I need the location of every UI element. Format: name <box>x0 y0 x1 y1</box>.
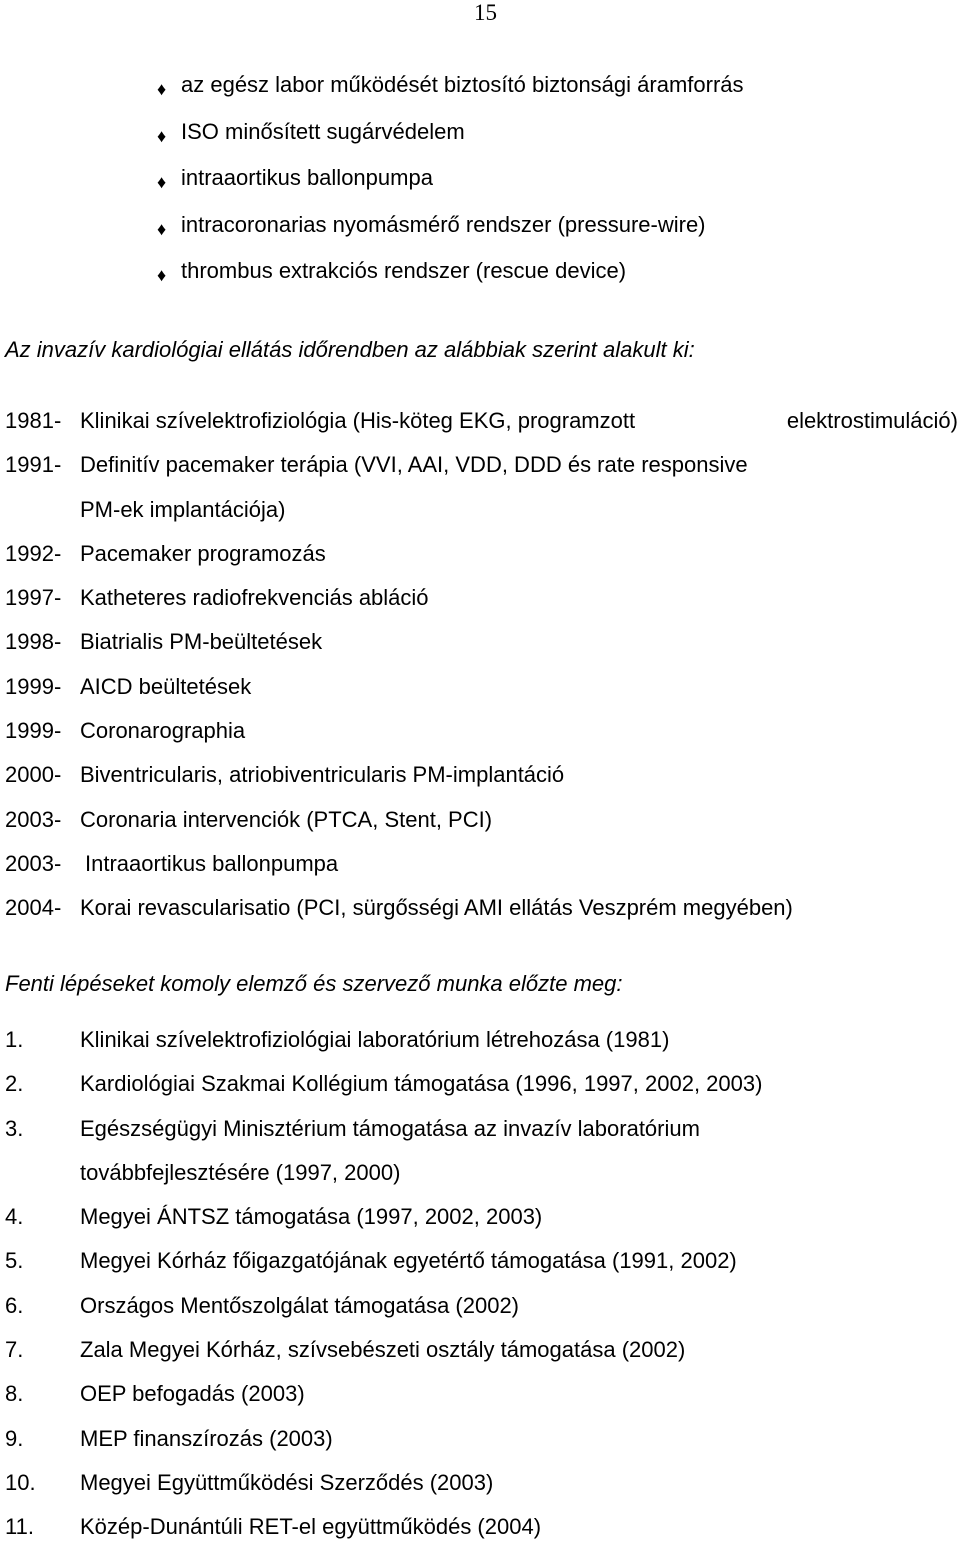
diamond-bullet-icon: ♦ <box>157 79 167 99</box>
numbered-item <box>0 1379 960 1423</box>
diamond-bullet-icon: ♦ <box>157 218 167 239</box>
numbered-item <box>0 1202 960 1246</box>
numbered-item <box>0 1335 960 1379</box>
bullet-text: az egész labor működését biztosító biztonsági áramforrás <box>181 72 744 97</box>
numbered-item <box>0 1069 960 1113</box>
preparation-heading: Fenti lépéseket komoly elemző és szervező munka előzte meg: <box>5 971 623 996</box>
diamond-bullet-icon: ♦ <box>157 265 167 285</box>
item-number: 5. <box>5 1248 24 1274</box>
timeline-heading: Az invazív kardiológiai ellátás időrendben az alábbiak szerint alakult ki: <box>5 337 695 362</box>
numbered-item <box>0 1025 960 1069</box>
item-number: 1. <box>5 1027 24 1052</box>
numbered-item <box>0 1424 960 1468</box>
item-text: Egészségügyi Minisztérium támogatása az invazív laboratórium <box>80 1115 700 1141</box>
item-number: 3. <box>5 1115 24 1141</box>
item-number: 8. <box>5 1381 24 1407</box>
item-number: 9. <box>5 1425 24 1451</box>
item-number: 4. <box>5 1204 24 1230</box>
item-text: Megyei ÁNTSZ támogatása (1997, 2002, 2003) <box>80 1204 543 1230</box>
numbered-item <box>0 1246 960 1290</box>
timeline-year: 1997- <box>5 585 62 611</box>
item-number: 2. <box>5 1071 24 1097</box>
timeline-row <box>0 672 960 716</box>
item-number: 6. <box>5 1292 24 1318</box>
bullet-text: intracoronarias nyomásmérő rendszer (pressure-wire) <box>181 211 706 237</box>
numbered-item <box>0 1158 960 1202</box>
numbered-item <box>0 1291 960 1335</box>
timeline-text: Intraaortikus ballonpumpa <box>85 850 339 876</box>
timeline-text: Biatrialis PM-beültetések <box>80 629 323 655</box>
item-text: MEP finanszírozás (2003) <box>80 1425 333 1451</box>
timeline-text: Klinikai szívelektrofiziológia (His-köteg EKG, programzott <box>80 408 636 433</box>
timeline-text-continued: elektrostimuláció) <box>786 408 958 433</box>
timeline-row <box>0 627 960 671</box>
bullet-text: thrombus extrakciós rendszer (rescue device) <box>181 258 627 283</box>
diamond-bullet-icon: ♦ <box>157 172 167 192</box>
timeline-row <box>0 805 960 849</box>
timeline-row <box>0 495 960 539</box>
timeline-row <box>0 583 960 627</box>
item-text: Közép-Dunántúli RET-el együttműködés (2004) <box>80 1514 542 1540</box>
timeline-year: 1998- <box>5 629 62 655</box>
item-number: 11. <box>5 1514 34 1540</box>
item-text: Kardiológiai Szakmai Kollégium támogatása (1996, 1997, 2002, 2003) <box>80 1071 763 1097</box>
page-number: 15 <box>474 0 497 25</box>
numbered-item <box>0 1114 960 1158</box>
timeline-text: Pacemaker programozás <box>80 540 326 566</box>
timeline-year: 2004- <box>5 895 62 921</box>
item-number: 10. <box>5 1469 36 1495</box>
numbered-item <box>0 1512 960 1556</box>
timeline-year: 1991- <box>5 452 62 478</box>
item-text: OEP befogadás (2003) <box>80 1381 305 1407</box>
timeline-row <box>0 716 960 760</box>
timeline-year: 1999- <box>5 673 62 699</box>
timeline-row <box>0 406 960 450</box>
timeline-row <box>0 760 960 804</box>
item-text: Megyei Együttműködési Szerződés (2003) <box>80 1469 494 1495</box>
timeline-year: 2003- <box>5 850 62 876</box>
item-text: továbbfejlesztésére (1997, 2000) <box>80 1159 401 1185</box>
timeline-text: Coronaria intervenciók (PTCA, Stent, PCI) <box>80 806 493 832</box>
bullet-text: ISO minősített sugárvédelem <box>181 118 465 144</box>
timeline-text: Coronarographia <box>80 718 246 744</box>
timeline-list <box>0 406 960 938</box>
timeline-text: Definitív pacemaker terápia (VVI, AAI, VDD, DDD és rate responsive <box>80 452 748 478</box>
numbered-list <box>0 1025 960 1557</box>
timeline-text: PM-ek implantációja) <box>80 496 286 522</box>
bullet-text: intraaortikus ballonpumpa <box>181 165 433 190</box>
item-number: 7. <box>5 1337 24 1363</box>
numbered-item <box>0 1468 960 1512</box>
timeline-year: 1999- <box>5 718 62 744</box>
timeline-text: AICD beültetések <box>80 673 252 699</box>
timeline-row <box>0 539 960 583</box>
item-text: Klinikai szívelektrofiziológiai laboratórium létrehozása (1981) <box>80 1027 670 1052</box>
timeline-text: Biventricularis, atriobiventricularis PM-implantáció <box>80 762 565 788</box>
item-text: Megyei Kórház főigazgatójának egyetértő támogatása (1991, 2002) <box>80 1248 737 1274</box>
timeline-text: Korai revascularisatio (PCI, sürgősségi AMI ellátás Veszprém megyében) <box>80 895 793 921</box>
item-text: Zala Megyei Kórház, szívsebészeti osztály támogatása (2002) <box>80 1337 686 1363</box>
item-text: Országos Mentőszolgálat támogatása (2002) <box>80 1292 520 1318</box>
timeline-row <box>0 450 960 494</box>
timeline-year: 2003- <box>5 806 62 832</box>
timeline-row <box>0 893 960 937</box>
timeline-year: 2000- <box>5 762 62 788</box>
timeline-row <box>0 849 960 893</box>
diamond-bullet-icon: ♦ <box>157 125 167 146</box>
timeline-year: 1981- <box>5 408 62 433</box>
timeline-year: 1992- <box>5 540 62 566</box>
timeline-text: Katheteres radiofrekvenciás abláció <box>80 585 429 611</box>
